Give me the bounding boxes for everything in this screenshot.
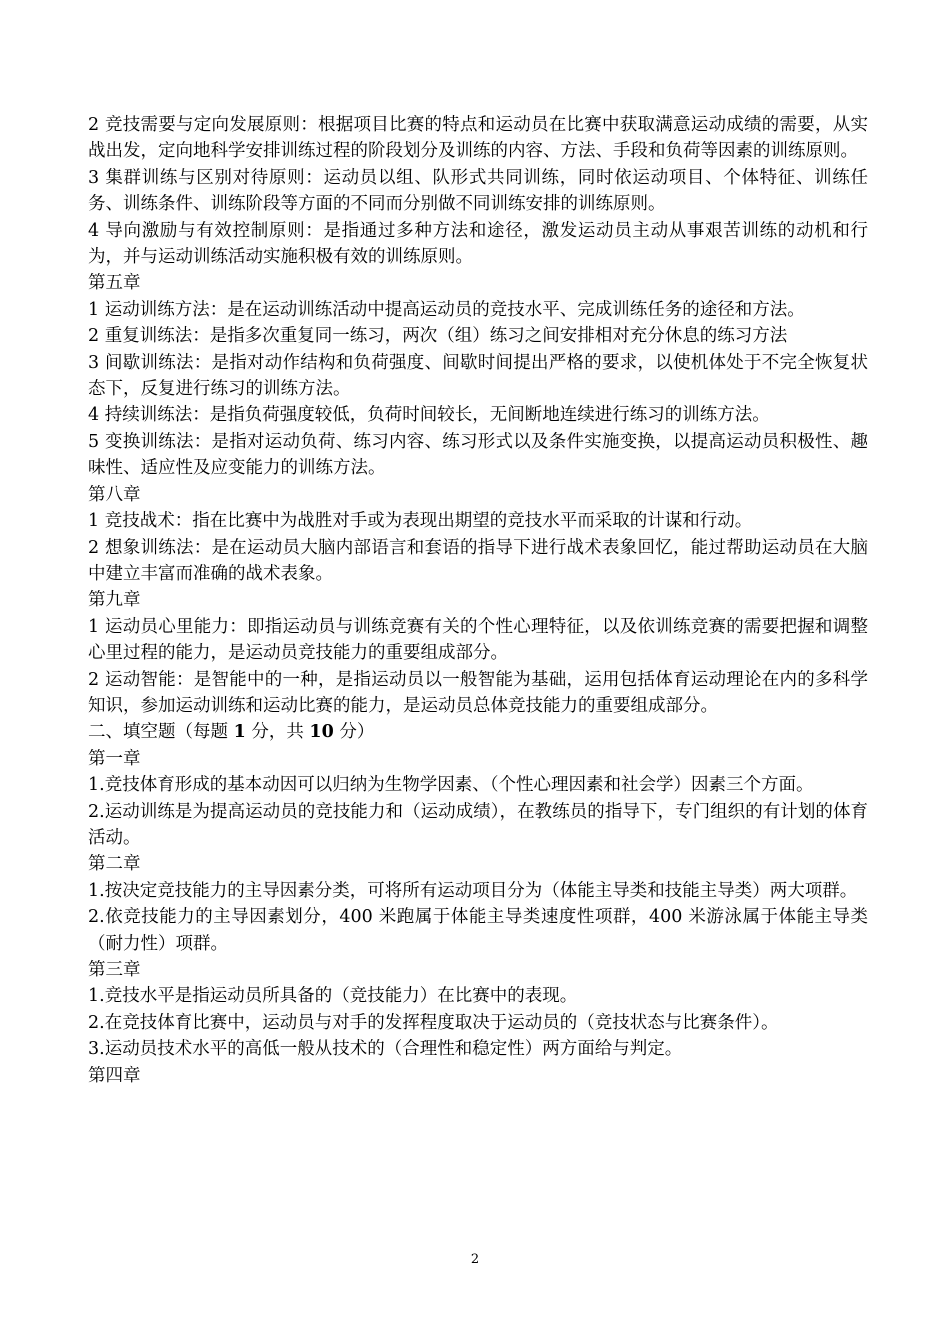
document-body-part2 — [88, 746, 868, 1089]
paragraph: 2 竞技需要与定向发展原则：根据项目比赛的特点和运动员在比赛中获取满意运动成绩的需要，从实战出发，定向地科学安排训练过程的阶段划分及训练的内容、方法、手段和负荷等因素的训练原则。 — [88, 115, 868, 162]
chapter-heading: 第四章 — [88, 1065, 141, 1086]
chapter-heading: 第五章 — [88, 273, 141, 294]
paragraph: 1 竞技战术：指在比赛中为战胜对手或为表现出期望的竞技水平而采取的计谋和行动。 — [88, 511, 753, 532]
paragraph: 2.依竞技能力的主导因素划分，400 米跑属于体能主导类速度性项群，400 米游泳属于体能主导类（耐力性）项群。 — [88, 907, 868, 954]
paragraph: 1.竞技体育形成的基本动因可以归纳为生物学因素、（个性心理因素和社会学）因素三个方面。 — [88, 775, 814, 796]
chapter-heading: 第二章 — [88, 854, 141, 875]
section-heading-text-3: 分） — [333, 722, 375, 743]
paragraph: 2 重复训练法：是指多次重复同一练习，两次（组）练习之间安排相对充分休息的练习方法 — [88, 326, 788, 347]
chapter-heading: 第九章 — [88, 590, 141, 611]
section-heading-text: 二、填空题（每题 — [88, 722, 234, 743]
document-body-part1 — [88, 112, 868, 719]
chapter-heading: 第一章 — [88, 748, 141, 769]
section-heading-text-2: 分，共 — [245, 722, 310, 743]
paragraph: 3 集群训练与区别对待原则：运动员以组、队形式共同训练，同时依运动项目、个体特征、训练任务、训练条件、训练阶段等方面的不同而分别做不同训练安排的训练原则。 — [88, 167, 868, 215]
section-heading — [88, 719, 868, 745]
paragraph: 1.按决定竞技能力的主导因素分类，可将所有运动项目分为（体能主导类和技能主导类）两大项群。 — [88, 880, 858, 901]
paragraph: 2 想象训练法：是在运动员大脑内部语言和套语的指导下进行战术表象回忆，能过帮助运动员在大脑中建立丰富而准确的战术表象。 — [88, 537, 868, 584]
paragraph: 1 运动员心里能力：即指运动员与训练竞赛有关的个性心理特征，以及依训练竞赛的需要把握和调整心里过程的能力，是运动员竞技能力的重要组成部分。 — [88, 616, 868, 664]
section-heading-total: 10 — [309, 722, 334, 743]
page-number: 2 — [470, 1252, 480, 1267]
paragraph: 1.竞技水平是指运动员所具备的（竞技能力）在比赛中的表现。 — [88, 986, 578, 1007]
chapter-heading: 第三章 — [88, 960, 141, 980]
paragraph: 3 间歇训练法：是指对动作结构和负荷强度、间歇时间提出严格的要求，以使机体处于不完全恢复状态下，反复进行练习的训练方法。 — [88, 352, 868, 400]
paragraph: 2.在竞技体育比赛中，运动员与对手的发挥程度取决于运动员的（竞技状态与比赛条件）。 — [88, 1012, 779, 1033]
document-page — [88, 112, 868, 1089]
paragraph: 2.运动训练是为提高运动员的竞技能力和（运动成绩），在教练员的指导下，专门组织的有计划的体育活动。 — [88, 801, 868, 848]
chapter-heading: 第八章 — [88, 484, 141, 505]
paragraph: 5 变换训练法：是指对运动负荷、练习内容、练习形式以及条件实施变换，以提高运动员积极性、趣味性、适应性及应变能力的训练方法。 — [88, 431, 868, 479]
paragraph: 4 持续训练法：是指负荷强度较低，负荷时间较长，无间断地连续进行练习的训练方法。 — [88, 405, 770, 426]
section-heading-points: 1 — [233, 722, 246, 743]
paragraph: 3.运动员技术水平的高低一般从技术的（合理性和稳定性）两方面给与判定。 — [88, 1039, 683, 1060]
paragraph: 4 导向激励与有效控制原则：是指通过多种方法和途径，激发运动员主动从事艰苦训练的动机和行为，并与运动训练活动实施积极有效的训练原则。 — [88, 220, 868, 268]
paragraph: 1 运动训练方法：是在运动训练活动中提高运动员的竞技水平、完成训练任务的途径和方法。 — [88, 299, 805, 320]
paragraph: 2 运动智能：是智能中的一种，是指运动员以一般智能为基础，运用包括体育运动理论在内的多科学知识，参加运动训练和运动比赛的能力，是运动员总体竞技能力的重要组成部分。 — [88, 669, 868, 716]
